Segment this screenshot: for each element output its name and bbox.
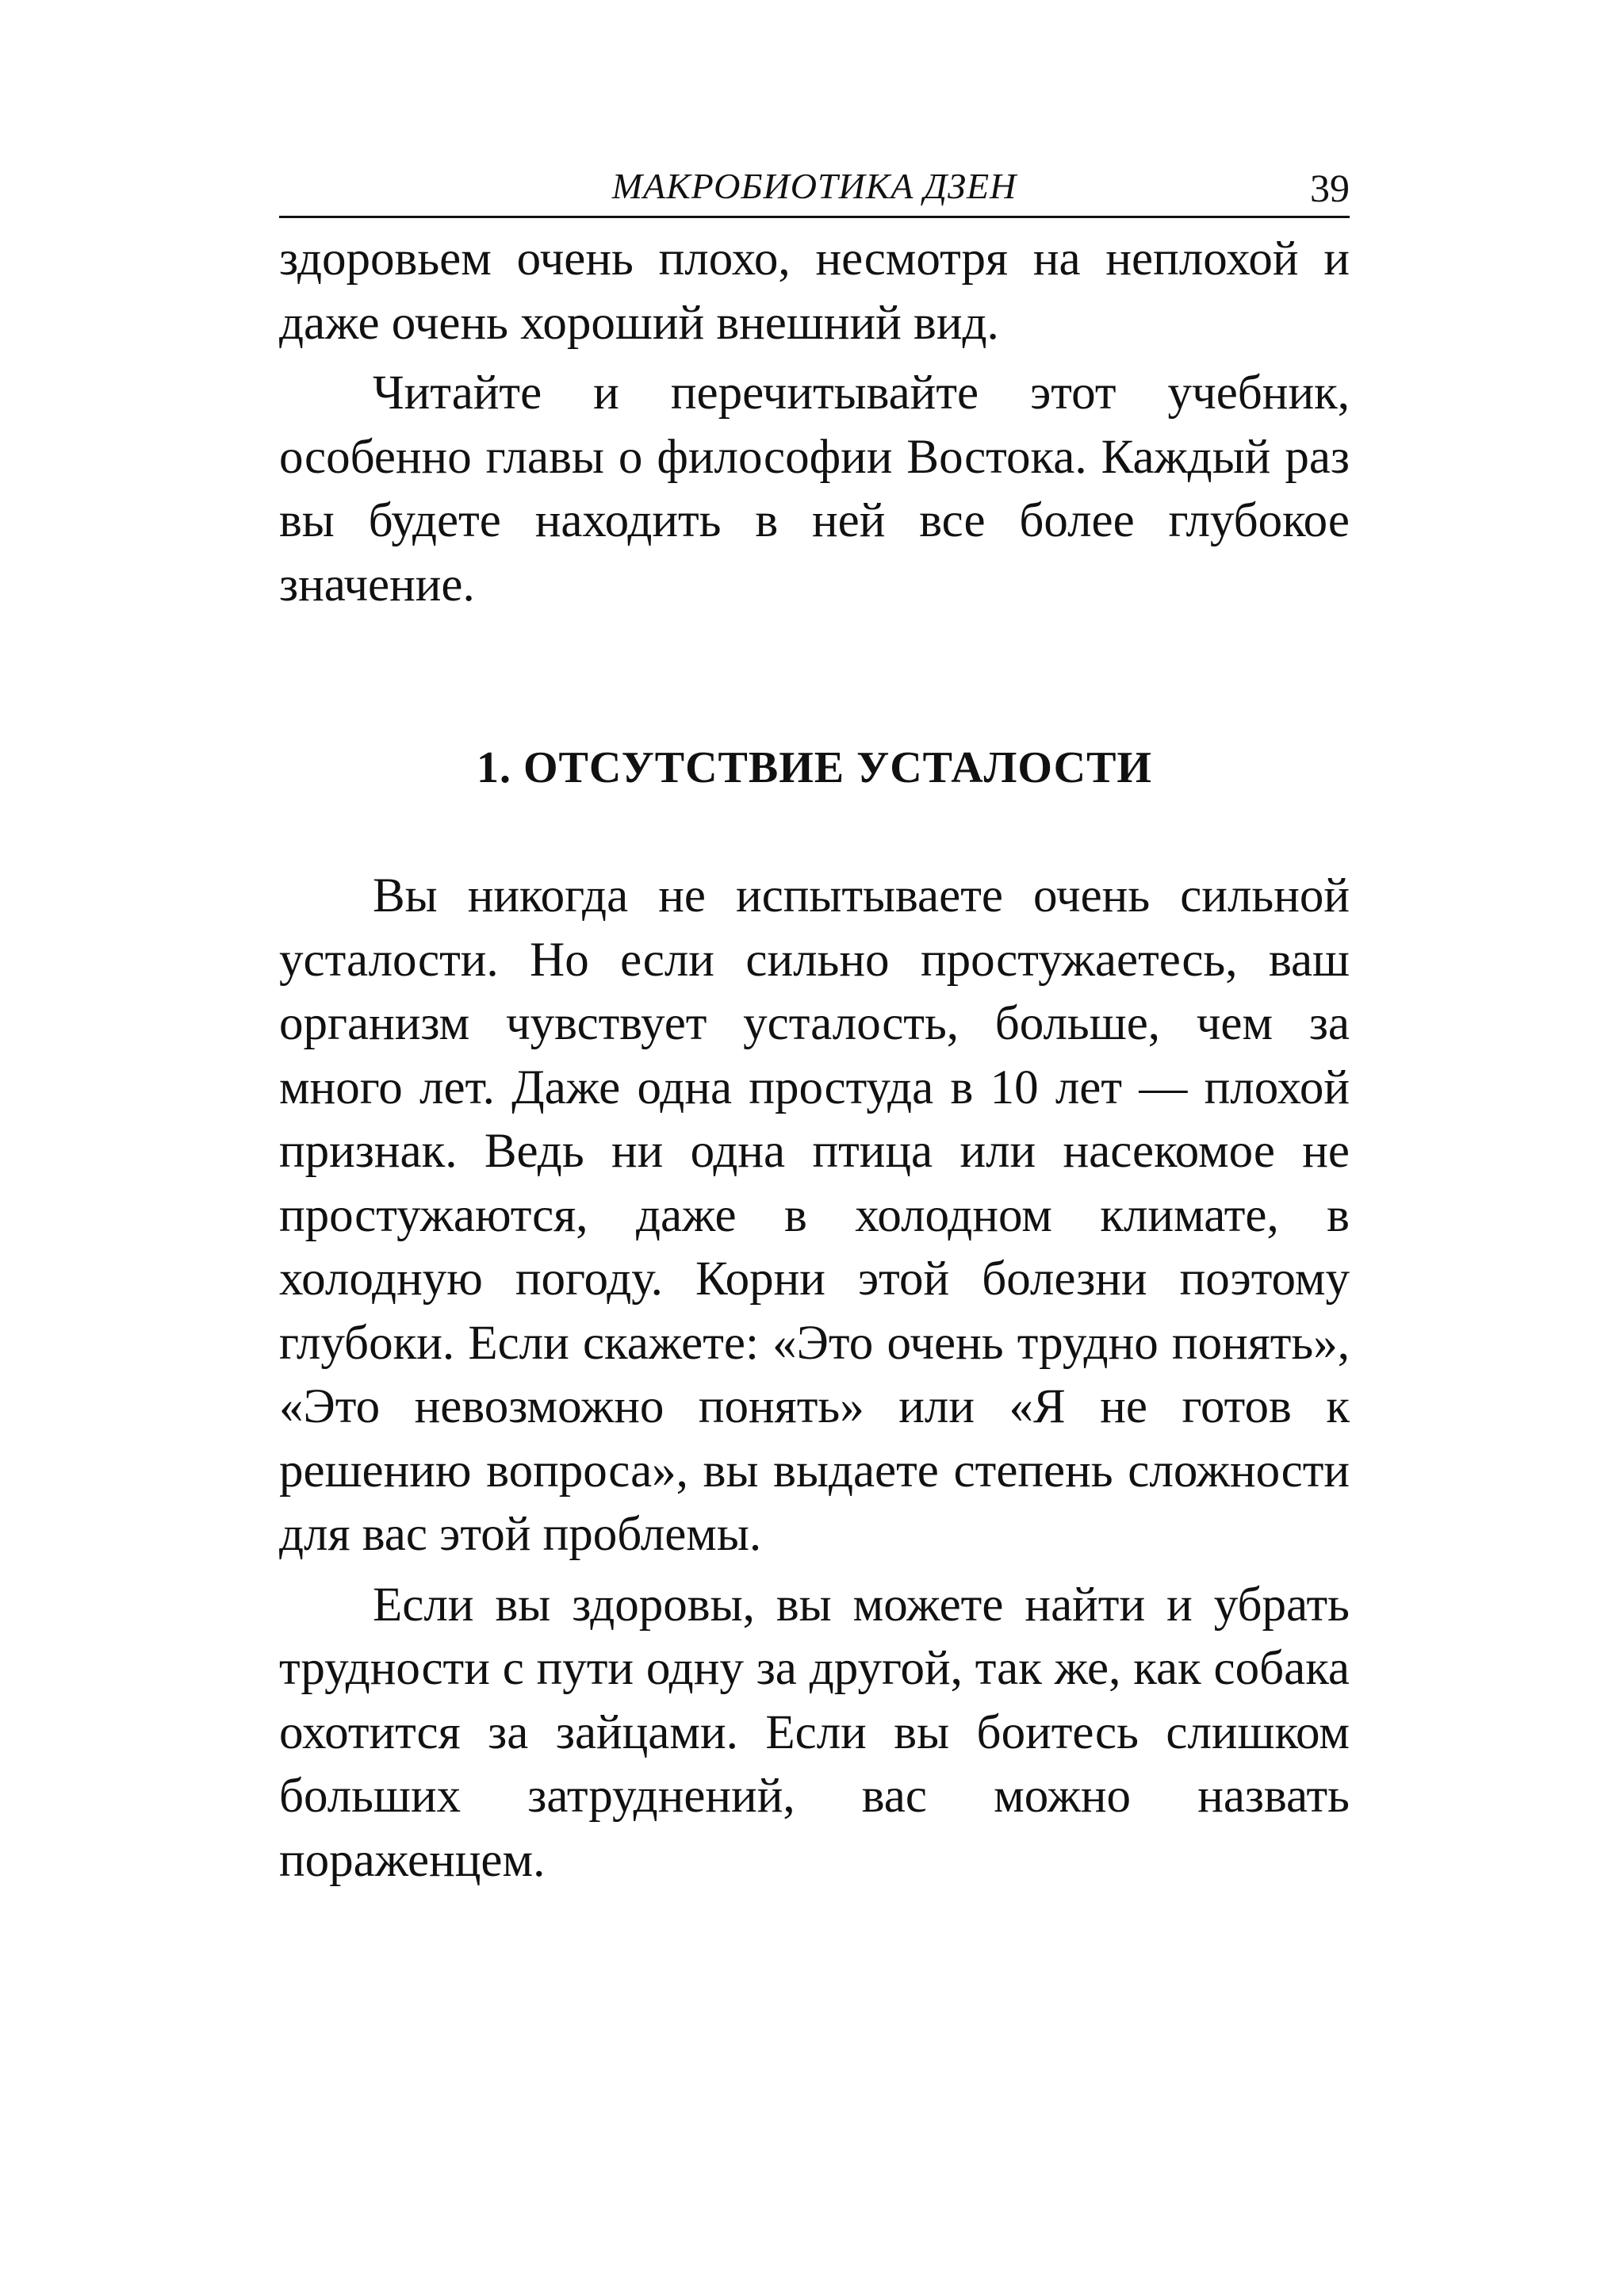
section-text xyxy=(279,865,1350,1893)
intro-text xyxy=(279,228,1350,617)
paragraph: Читайте и перечитывайте этот учебник, особенно главы о философии Востока. Каждый раз вы будете находить в ней все более глубокое значение. xyxy=(279,366,1350,612)
book-page xyxy=(279,159,1350,1893)
running-title: МАКРОБИОТИКА ДЗЕН xyxy=(611,166,1017,206)
paragraph: Если вы здоровы, вы можете найти и убрать трудности с пути одну за другой, так же, как собака охотится за зайцами. Если вы боитесь слишком больших затруднений, вас можно назвать пораженцем. xyxy=(279,1578,1350,1887)
page-number: 39 xyxy=(1310,166,1350,210)
running-header xyxy=(279,159,1350,218)
section-heading: 1. ОТСУТСТВИЕ УСТАЛОСТИ xyxy=(477,743,1152,792)
paragraph-continued: здоровьем очень плохо, несмотря на неплохой и даже очень хороший внешний вид. xyxy=(279,232,1350,350)
paragraph: Вы никогда не испытываете очень сильной усталости. Но если сильно простужаетесь, ваш организм чувствует усталость, больше, чем за много лет. Даже одна простуда в 10 лет — плохой признак. Ведь ни одна птица или насекомое не простужаются, даже в холодном климате, в холодную погоду. Корни этой болезни поэтому глубоки. Если скажете: «Это очень трудно понять», «Это невозможно понять» или «Я не готов к решению вопроса», вы выдаете степень сложности для вас этой проблемы. xyxy=(279,869,1350,1561)
